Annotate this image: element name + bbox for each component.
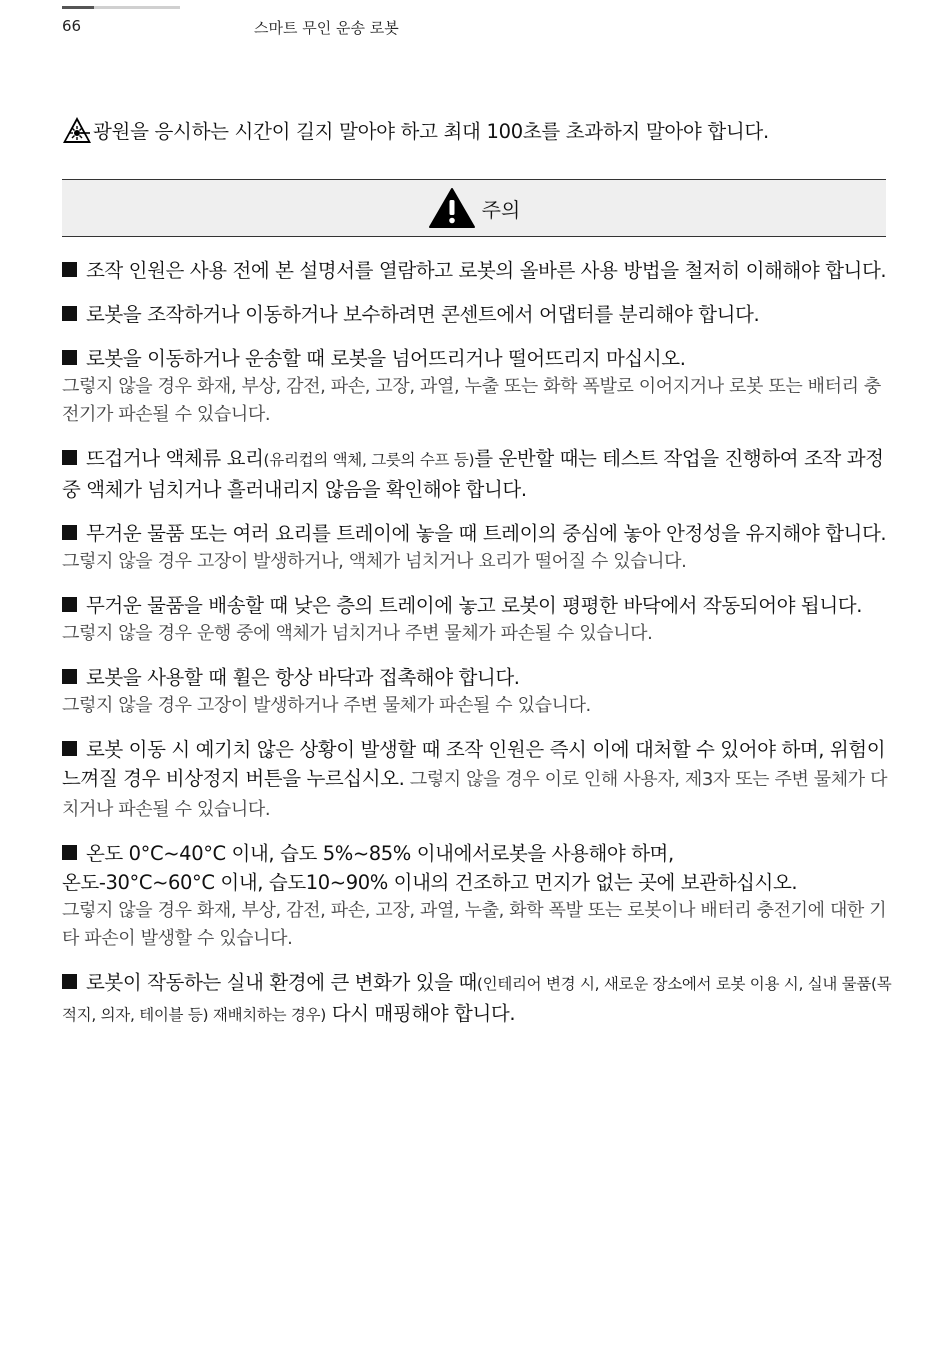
caution-list bbox=[62, 256, 892, 1045]
item-main: 무거운 물품 또는 여러 요리를 트레이에 놓을 때 트레이의 중심에 놓아 안정성을 유지해야 합니다. bbox=[62, 519, 892, 548]
list-item bbox=[62, 444, 892, 504]
list-item bbox=[62, 300, 892, 329]
running-title: 스마트 무인 운송 로봇 bbox=[254, 19, 399, 37]
item-main: 로봇이 작동하는 실내 환경에 큰 변화가 있을 때(인테리어 변경 시, 새로운 장소에서 로봇 이용 시, 실내 물품(목적지, 의자, 테이블 등) 재배치하는 경우) 다시 매핑해야 합니다. bbox=[62, 971, 892, 1025]
item-main: 조작 인원은 사용 전에 본 설명서를 열람하고 로봇의 올바른 사용 방법을 철저히 이해해야 합니다. bbox=[62, 256, 892, 285]
square-bullet-icon bbox=[62, 450, 77, 465]
square-bullet-icon bbox=[62, 597, 77, 612]
square-bullet-icon bbox=[62, 741, 77, 756]
warning-triangle-icon bbox=[428, 187, 476, 229]
square-bullet-icon bbox=[62, 350, 77, 365]
item-note: 그렇지 않을 경우 화재, 부상, 감전, 파손, 고장, 과열, 누출, 화학 폭발 또는 로봇이나 배터리 충전기에 대한 기타 파손이 발생할 수 있습니다. bbox=[62, 900, 887, 949]
item-main: 로봇을 조작하거나 이동하거나 보수하려면 콘센트에서 어댑터를 분리해야 합니다. bbox=[62, 300, 892, 329]
item-note: 그렇지 않을 경우 운행 중에 액체가 넘치거나 주변 물체가 파손될 수 있습니다. bbox=[62, 623, 653, 644]
item-main: 로봇 이동 시 예기치 않은 상황이 발생할 때 조작 인원은 즉시 이에 대처할 수 있어야 하며, 위험이 느껴질 경우 비상정지 버튼을 누르십시오. 그렇지 않을 경우 이로 인해 사용자, 제3자 또는 주변 물체가 다치거나 파손될 수 있습니다. bbox=[62, 738, 888, 820]
list-item bbox=[62, 256, 892, 285]
item-main: 무거운 물품을 배송할 때 낮은 층의 트레이에 놓고 로봇이 평평한 바닥에서 작동되어야 됩니다. bbox=[62, 591, 892, 620]
item-main: 로봇을 사용할 때 휠은 항상 바닥과 접촉해야 합니다. bbox=[62, 663, 892, 692]
square-bullet-icon bbox=[62, 669, 77, 684]
header-rule-accent bbox=[62, 6, 94, 9]
list-item bbox=[62, 735, 892, 824]
item-main: 로봇을 이동하거나 운송할 때 로봇을 넘어뜨리거나 떨어뜨리지 마십시오. bbox=[62, 344, 892, 373]
list-item bbox=[62, 591, 892, 648]
square-bullet-icon bbox=[62, 525, 77, 540]
caution-title: 주의 bbox=[481, 197, 521, 222]
laser-note-text: 광원을 응시하는 시간이 길지 말아야 하고 최대 100초를 초과하지 말아야 합니다. bbox=[93, 120, 769, 143]
item-inline-note: 그렇지 않을 경우 이로 인해 사용자, 제3자 또는 주변 물체가 다치거나 파손될 수 있습니다. bbox=[62, 769, 888, 820]
list-item bbox=[62, 519, 892, 576]
caution-banner bbox=[62, 179, 886, 237]
item-main: 온도 0°C~40°C 이내, 습도 5%~85% 이내에서로봇을 사용해야 하며, 온도-30°C~60°C 이내, 습도10~90% 이내의 건조하고 먼지가 없는 곳에 보관하십시오. bbox=[62, 842, 798, 894]
square-bullet-icon bbox=[62, 974, 77, 989]
item-note: 그렇지 않을 경우 화재, 부상, 감전, 파손, 고장, 과열, 누출 또는 화학 폭발로 이어지거나 로봇 또는 배터리 충전기가 파손될 수 있습니다. bbox=[62, 376, 881, 425]
laser-note bbox=[62, 116, 892, 144]
item-note: 그렇지 않을 경우 고장이 발생하거나 주변 물체가 파손될 수 있습니다. bbox=[62, 695, 591, 716]
square-bullet-icon bbox=[62, 845, 77, 860]
laser-warning-icon bbox=[62, 116, 92, 144]
list-item bbox=[62, 839, 892, 953]
list-item bbox=[62, 344, 892, 429]
item-main: 뜨겁거나 액체류 요리(유리컵의 액체, 그릇의 수프 등)를 운반할 때는 테스트 작업을 진행하여 조작 과정 중 액체가 넘치거나 흘러내리지 않음을 확인해야 합니다. bbox=[62, 447, 884, 501]
list-item bbox=[62, 663, 892, 720]
square-bullet-icon bbox=[62, 306, 77, 321]
page-number: 66 bbox=[62, 17, 82, 35]
list-item bbox=[62, 968, 892, 1030]
item-note: 그렇지 않을 경우 고장이 발생하거나, 액체가 넘치거나 요리가 떨어질 수 있습니다. bbox=[62, 551, 687, 572]
square-bullet-icon bbox=[62, 262, 77, 277]
